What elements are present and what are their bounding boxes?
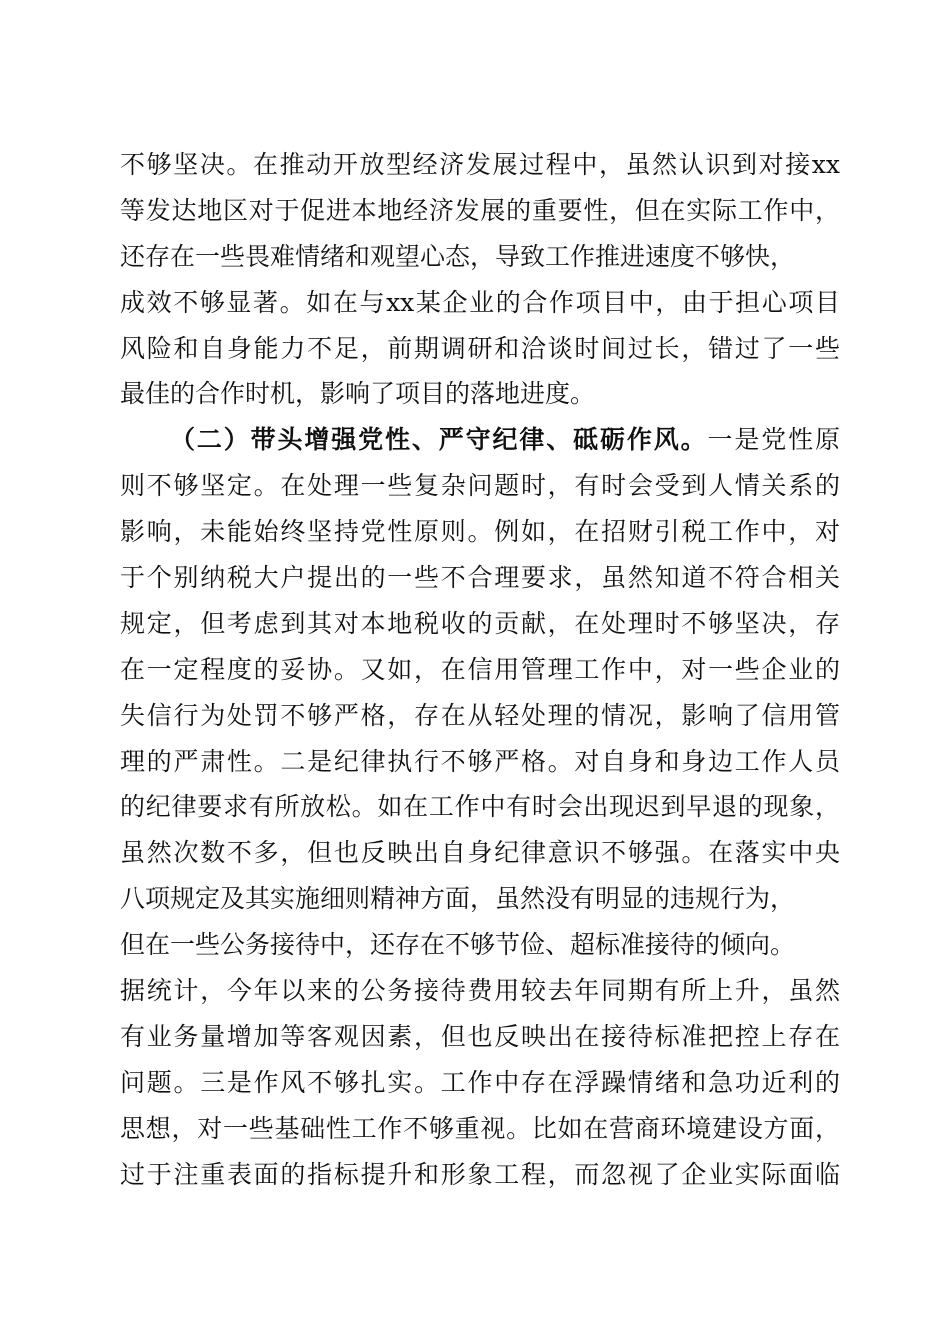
text-line: 于个别纳税大户提出的一些不合理要求，虽然知道不符合相关 <box>120 563 840 593</box>
section-heading-continuation: 一是党性原 <box>707 425 840 455</box>
text-line: 成效不够显著。如在与xx某企业的合作项目中，由于担心项目 <box>120 287 840 317</box>
section-heading: （二）带头增强党性、严守纪律、砥砺作风。 <box>170 425 708 455</box>
section-heading-line <box>120 417 840 463</box>
text-line: 还存在一些畏难情绪和观望心态，导致工作推进速度不够快， <box>120 241 796 271</box>
text-line: 在一定程度的妥协。又如，在信用管理工作中，对一些企业的 <box>120 654 840 684</box>
text-line: 失信行为处罚不够严格，存在从轻处理的情况，影响了信用管 <box>120 700 840 730</box>
text-line: 的纪律要求有所放松。如在工作中有时会出现迟到早退的现象， <box>120 792 840 822</box>
text-line: 但在一些公务接待中，还存在不够节俭、超标准接待的倾向。 <box>120 930 796 960</box>
text-line: 理的严肃性。二是纪律执行不够严格。对自身和身边工作人员 <box>120 746 840 776</box>
text-line: 规定，但考虑到其对本地税收的贡献，在处理时不够坚决，存 <box>120 608 840 638</box>
document-body <box>120 142 840 1197</box>
text-line: 则不够坚定。在处理一些复杂问题时，有时会受到人情关系的 <box>120 471 840 501</box>
text-line: 等发达地区对于促进本地经济发展的重要性，但在实际工作中， <box>120 195 840 225</box>
text-line: 八项规定及其实施细则精神方面，虽然没有明显的违规行为， <box>120 884 796 914</box>
text-line: 虽然次数不多，但也反映出自身纪律意识不够强。在落实中央 <box>120 838 840 868</box>
text-line: 据统计，今年以来的公务接待费用较去年同期有所上升，虽然 <box>120 976 840 1006</box>
text-line: 不够坚决。在推动开放型经济发展过程中，虽然认识到对接xx <box>120 150 840 179</box>
text-line: 最佳的合作时机，影响了项目的落地进度。 <box>120 379 596 409</box>
text-line: 风险和自身能力不足，前期调研和洽谈时间过长，错过了一些 <box>120 333 840 363</box>
text-line: 有业务量增加等客观因素，但也反映出在接待标准把控上存在 <box>120 1021 840 1051</box>
text-line: 思想，对一些基础性工作不够重视。比如在营商环境建设方面， <box>120 1113 840 1143</box>
text-line: 过于注重表面的指标提升和形象工程，而忽视了企业实际面临 <box>120 1159 840 1189</box>
text-line: 问题。三是作风不够扎实。工作中存在浮躁情绪和急功近利的 <box>120 1067 840 1097</box>
text-line: 影响，未能始终坚持党性原则。例如，在招财引税工作中，对 <box>120 517 840 547</box>
